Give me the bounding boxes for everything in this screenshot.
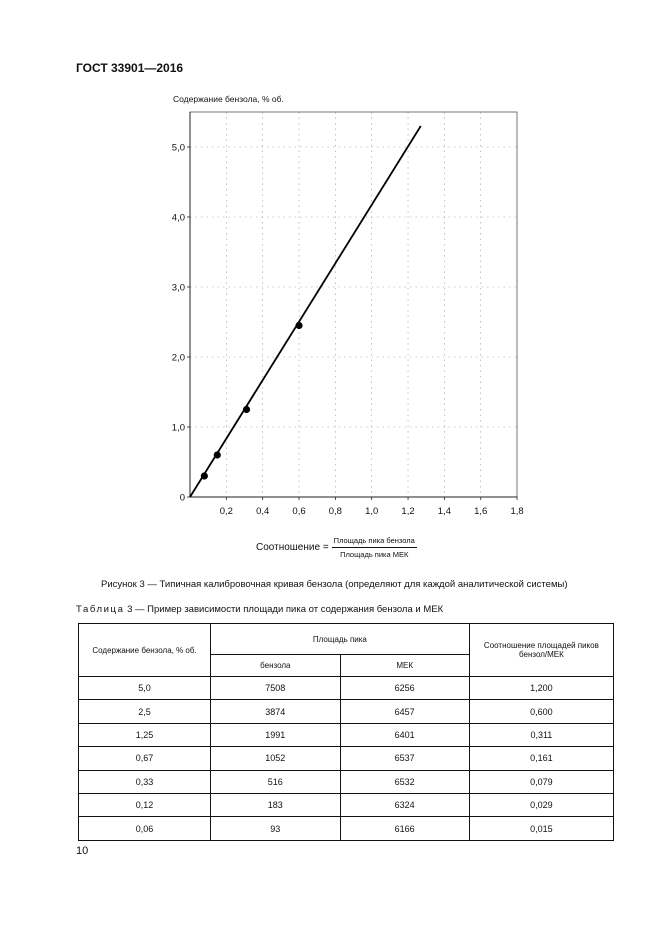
x-tick-label: 1,6 — [474, 506, 488, 517]
table-cell: 0,06 — [79, 817, 211, 840]
chart-tick-labels — [172, 143, 524, 518]
data-point — [243, 406, 250, 413]
y-tick-label: 2,0 — [171, 352, 185, 364]
table-cell: 7508 — [211, 677, 341, 700]
data-point — [201, 472, 208, 479]
table-cell: 6457 — [340, 700, 469, 723]
formula-numerator: Площадь пика бензола — [332, 536, 417, 548]
table-cell: 6532 — [340, 770, 469, 793]
figure-caption: Рисунок 3 — Типичная калибровочная кривая бензола (определяют для каждой аналитической системы) — [101, 579, 568, 590]
table-cell: 5,0 — [79, 677, 211, 700]
table-caption-text: — Пример зависимости площади пика от содержания бензола и МЕК — [135, 604, 444, 615]
table-row — [79, 747, 614, 770]
table-cell: 0,079 — [469, 770, 613, 793]
table-cell: 6166 — [340, 817, 469, 840]
y-tick-label: 0 — [179, 492, 185, 504]
table-cell: 1052 — [211, 747, 341, 770]
table-caption-number: 3 — [127, 604, 133, 615]
header-mek: МЕК — [340, 655, 469, 677]
table-cell: 6324 — [340, 793, 469, 816]
table-row — [79, 700, 614, 723]
table-body — [79, 677, 614, 841]
formula-denominator: Площадь пика МЕК — [340, 550, 409, 559]
table-cell: 0,161 — [469, 747, 613, 770]
x-tick-label: 1,2 — [401, 506, 415, 517]
data-point — [214, 451, 221, 458]
table-cell: 183 — [211, 793, 341, 816]
table-caption — [76, 604, 443, 615]
header-content: Содержание бензола, % об. — [79, 624, 211, 677]
table-cell: 1,200 — [469, 677, 613, 700]
header-peak-area: Площадь пика — [211, 624, 470, 655]
table-cell: 93 — [211, 817, 341, 840]
table-caption-label: Таблица — [76, 604, 125, 615]
table-cell: 6401 — [340, 723, 469, 746]
chart-plot-frame — [190, 112, 517, 497]
table-cell: 516 — [211, 770, 341, 793]
table-row — [79, 817, 614, 840]
chart-axes — [187, 112, 517, 500]
table-cell: 2,5 — [79, 700, 211, 723]
table-cell: 0,029 — [469, 793, 613, 816]
table-row — [79, 770, 614, 793]
table-cell: 0,12 — [79, 793, 211, 816]
chart-y-axis-label: Содержание бензола, % об. — [173, 94, 284, 104]
x-tick-label: 0,6 — [292, 506, 306, 517]
data-table — [78, 623, 614, 841]
header-ratio: Соотношение площадей пиков бензол/МЕК — [469, 624, 613, 677]
header-benzene: бензола — [211, 655, 341, 677]
table-cell: 0,600 — [469, 700, 613, 723]
formula-lhs: Соотношение = — [256, 542, 329, 553]
y-tick-label: 5,0 — [171, 142, 185, 154]
table-cell: 0,67 — [79, 747, 211, 770]
page-number: 10 — [76, 845, 89, 857]
table-cell: 6537 — [340, 747, 469, 770]
table-row — [79, 793, 614, 816]
x-tick-label: 1,4 — [437, 506, 451, 517]
formula-fraction — [332, 536, 417, 559]
y-tick-label: 4,0 — [171, 212, 185, 224]
y-tick-label: 3,0 — [171, 282, 185, 294]
x-tick-label: 0,4 — [256, 506, 270, 517]
y-tick-label: 1,0 — [171, 422, 185, 434]
x-tick-label: 1,8 — [510, 506, 524, 517]
chart-series — [190, 126, 421, 497]
table-row — [79, 723, 614, 746]
table-cell: 3874 — [211, 700, 341, 723]
table-cell: 0,311 — [469, 723, 613, 746]
table-cell: 1,25 — [79, 723, 211, 746]
x-tick-label: 1,0 — [365, 506, 379, 517]
table-cell: 0,015 — [469, 817, 613, 840]
table-cell: 0,33 — [79, 770, 211, 793]
table-cell: 6256 — [340, 677, 469, 700]
calibration-line — [190, 126, 421, 497]
table-row — [79, 677, 614, 700]
x-tick-label: 0,8 — [328, 506, 342, 517]
x-tick-label: 0,2 — [219, 506, 233, 517]
table-cell: 1991 — [211, 723, 341, 746]
data-point — [295, 322, 302, 329]
chart-grid — [190, 112, 517, 497]
document-header: ГОСТ 33901—2016 — [76, 61, 184, 75]
ratio-formula — [256, 536, 417, 559]
